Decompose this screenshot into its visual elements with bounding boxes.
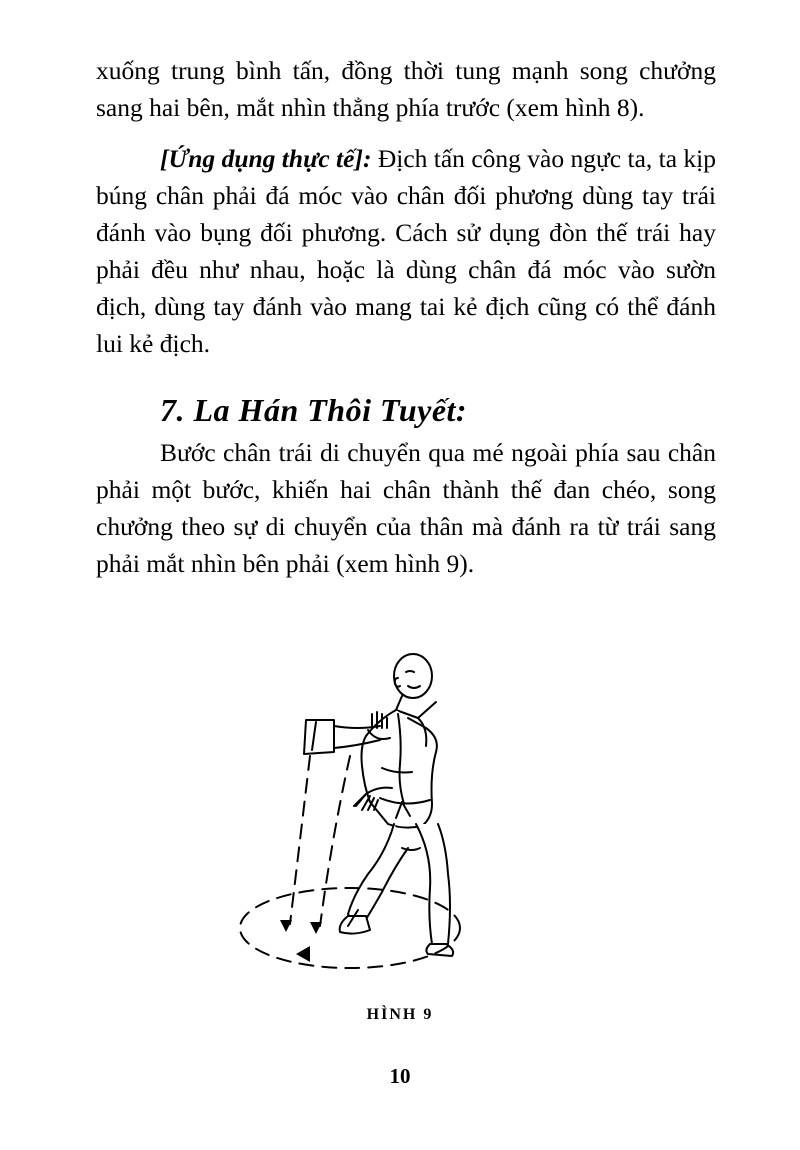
paragraph-application [96,140,716,362]
paragraph-continuation: xuống trung bình tấn, đồng thời tung mạnh song chưởng sang hai bên, mắt nhìn thẳng phía trước (xem hình 8). [96,56,716,122]
application-body: Địch tấn công vào ngực ta, ta kịp búng chân phải đá móc vào chân đối phương dùng tay trái đánh vào bụng đối phương. Cách sử dụng đòn thế trái hay phải đều như nhau, hoặc là dùng chân đá móc vào sườn địch, dùng tay đánh vào mang tai kẻ địch cũng có thể đánh lui kẻ địch. [96,144,717,358]
page-body [96,52,716,582]
paragraph-description: Bước chân trái di chuyển qua mé ngoài phía sau chân phải một bước, khiến hai chân thành thế đan chéo, song chưởng theo sự di chuyển của thân mà đánh ra từ trái sang phải mắt nhìn bên phải (xem hình 9). [96,438,716,578]
martial-artist-illustration-icon [230,648,480,988]
application-lead: [Ứng dụng thực tế]: [160,144,372,173]
section-heading: 7. La Hán Thôi Tuyết: [160,392,468,428]
page-number: 10 [389,1064,411,1088]
figure-caption: HÌNH 9 [366,1006,434,1023]
